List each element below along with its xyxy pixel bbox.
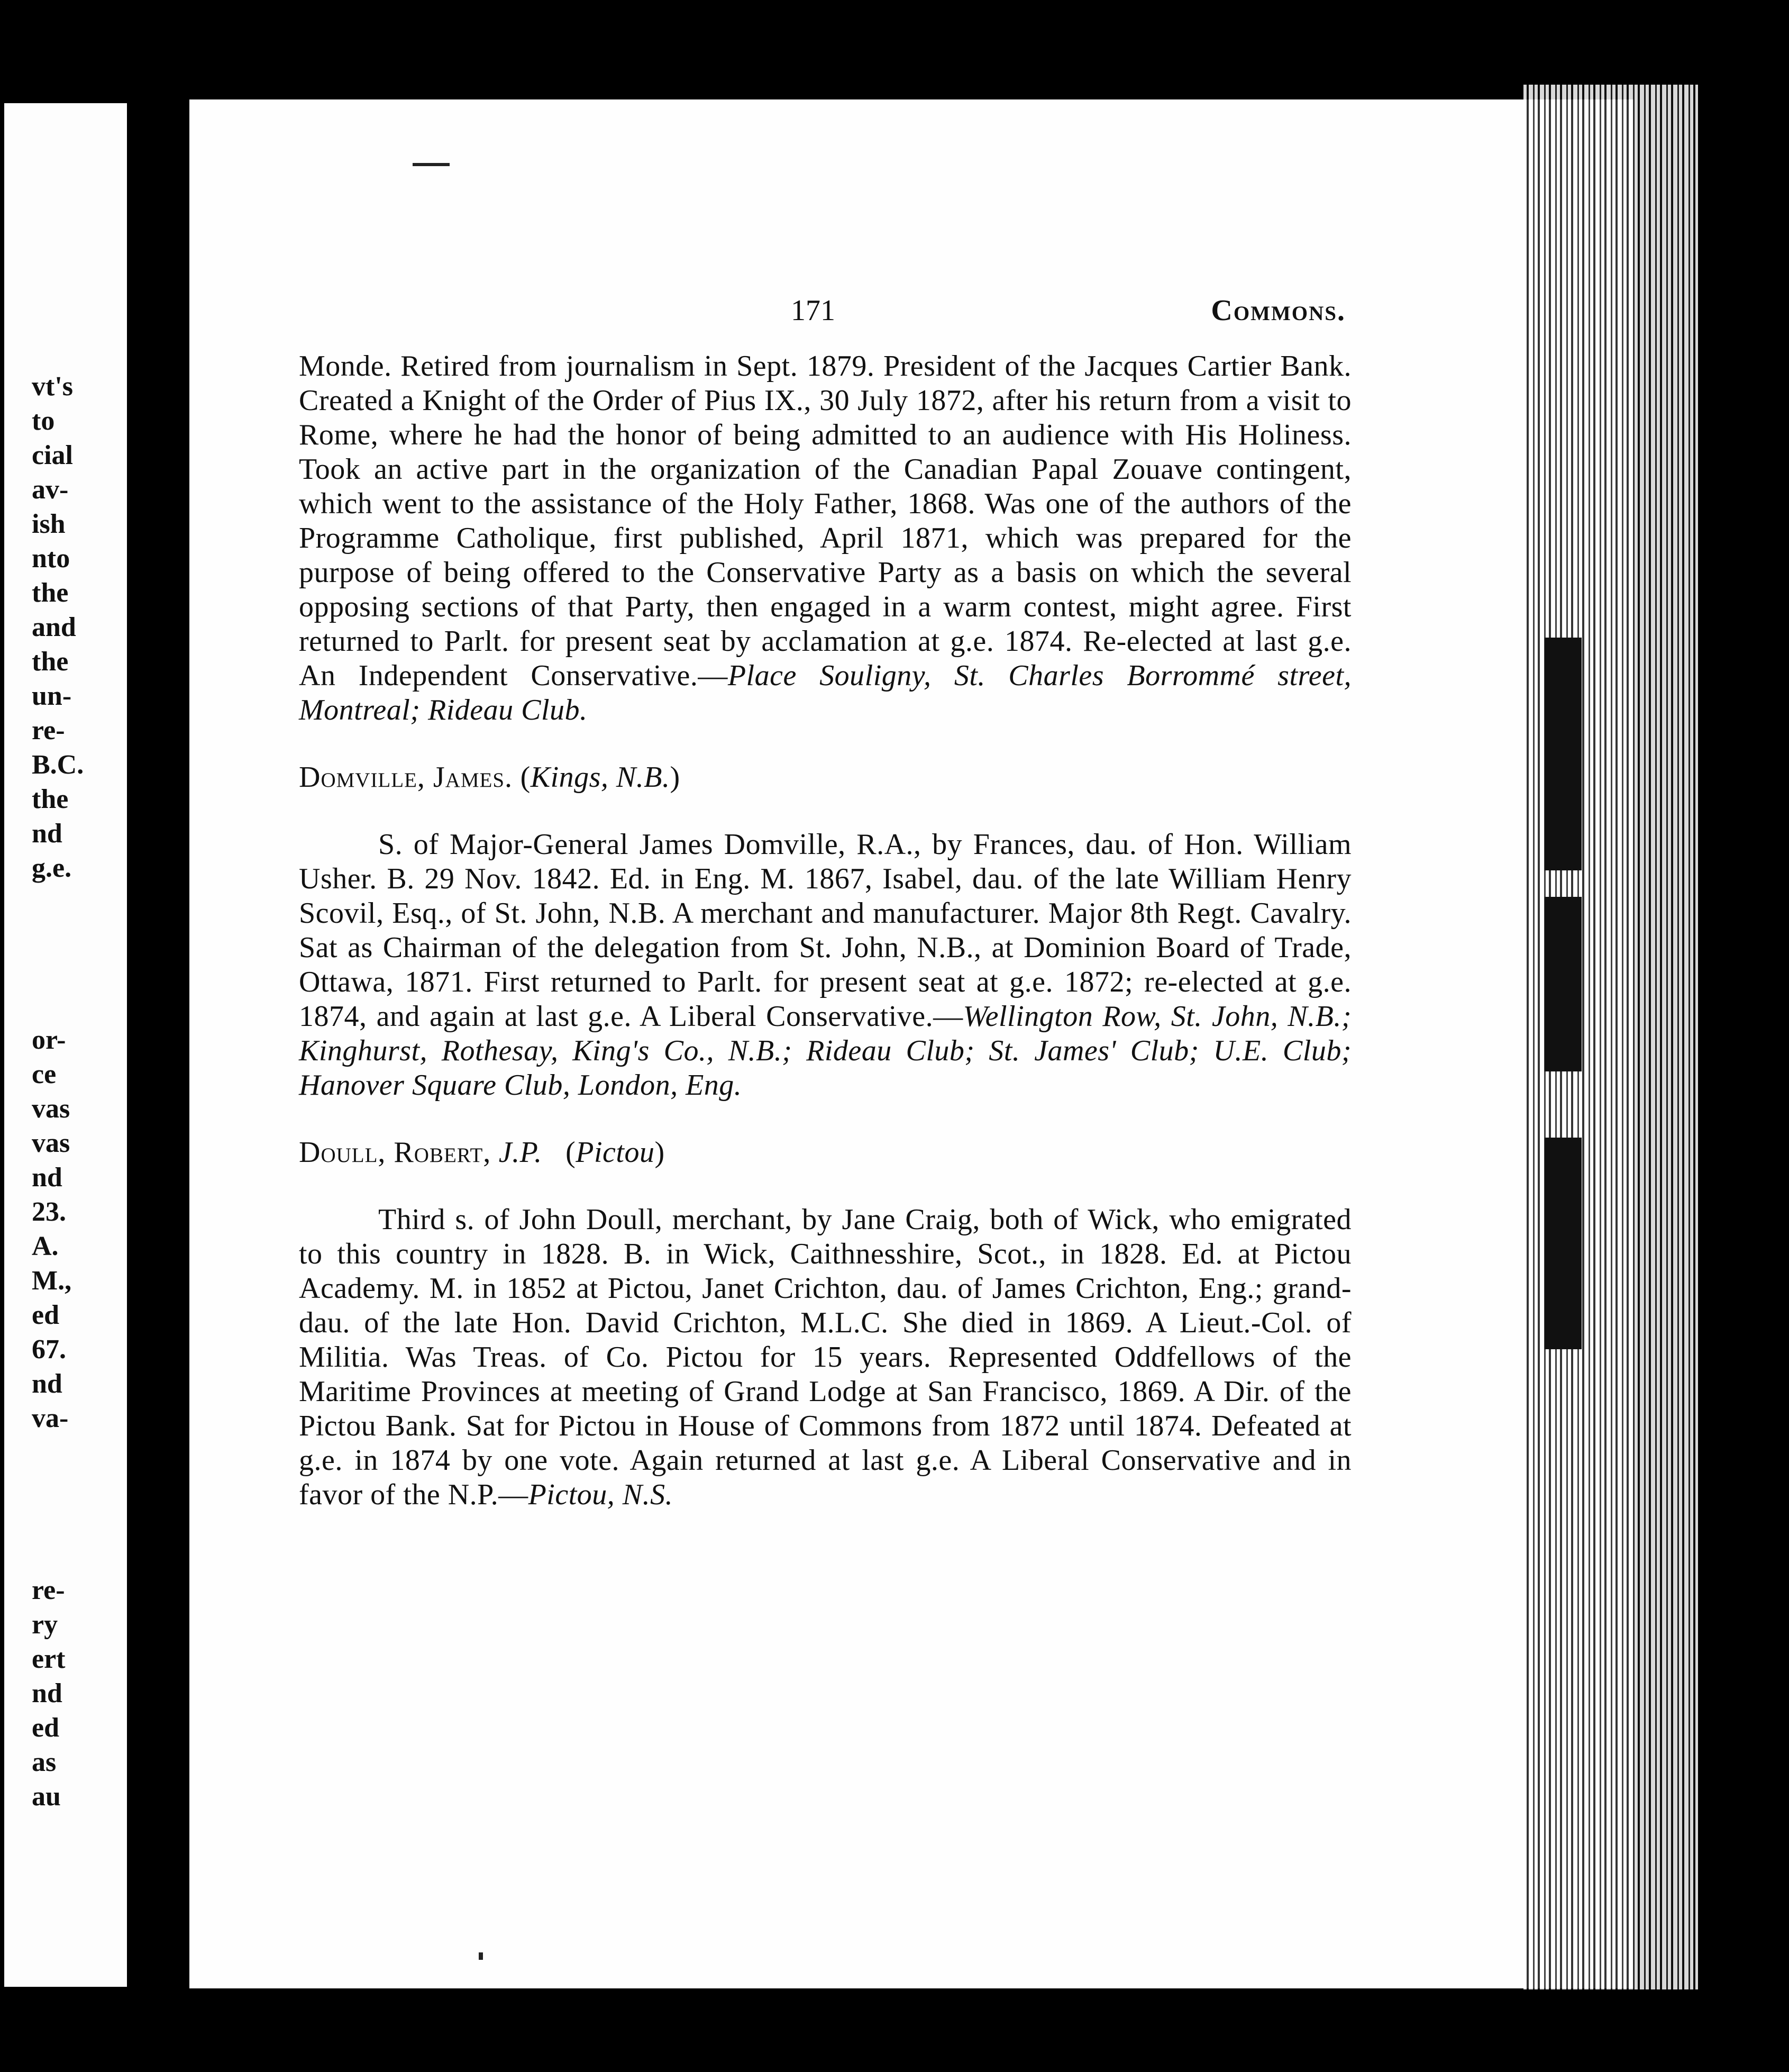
edge-mark	[1545, 638, 1582, 870]
left-fragment-line: M.,	[32, 1266, 72, 1296]
member-name: Domville, James.	[299, 761, 513, 794]
running-head: Commons.	[1211, 294, 1346, 327]
left-fragment-line: ry	[32, 1610, 58, 1640]
entry-body: Third s. of John Doull, merchant, by Jane Craig, both of Wick, who emigrated to this country in 1828. B. in Wick, Caithnesshire, Scot., in 1828. Ed. at Pictou Academy. M. in 1852 at Pictou, Janet Crichton, dau. of James Crichton, Eng.; grand-dau. of the late Hon. David Crichton, M.L.C. She died in 1869. A Lieut.-Col. of Militia. Was Treas. of Co. Pictou for 15 years. Represented Oddfellows of the Maritime Provinces at meeting of Grand Lodge at San Francisco, 1869. A Dir. of the Pictou Bank. Sat for Pictou in House of Commons from 1872 until 1874. Defeated at g.e. in 1874 by one vote. Again returned at last g.e. A Liberal Conservative and in favor of the N.P.—	[299, 1203, 1352, 1511]
left-fragment-line: nd	[32, 1678, 62, 1709]
left-fragment-line: and	[32, 612, 76, 642]
riding-name: Kings, N.B.	[530, 761, 670, 794]
left-fragment-line: ed	[32, 1713, 59, 1743]
entry-text	[299, 349, 1352, 728]
entry-heading: Domville, James. (Kings, N.B.)	[299, 761, 680, 794]
left-fragment-line: 67.	[32, 1334, 66, 1365]
entry-address: Place Souligny, St. Charles Borrommé street, Montreal; Rideau Club.	[299, 659, 1352, 726]
ink-mark	[413, 163, 450, 166]
left-fragment-line: ish	[32, 509, 66, 539]
entry-text	[299, 1203, 1352, 1512]
left-fragment-line: g.e.	[32, 853, 72, 883]
left-fragment-line: av-	[32, 475, 69, 505]
member-title: J.P.	[498, 1136, 542, 1169]
left-fragment-line: to	[32, 406, 55, 436]
left-fragment-line: nd	[32, 819, 62, 849]
left-fragment-line: vt's	[32, 371, 73, 402]
entry-continuation	[299, 349, 1352, 728]
left-fragment-line: cial	[32, 440, 73, 470]
page-number: 171	[791, 294, 835, 327]
left-fragment-line: 23.	[32, 1197, 66, 1227]
entry-address: Wellington Row, St. John, N.B.; Kinghurst, Rothesay, King's Co., N.B.; Rideau Club; St. James' Club; U.E. Club; Hanover Square Club, London, Eng.	[299, 1000, 1352, 1102]
left-fragment-line: the	[32, 784, 69, 814]
left-fragment-line: ce	[32, 1059, 57, 1089]
entry-body: S. of Major-General James Domville, R.A., by Frances, dau. of Hon. William Usher. B. 29 Nov. 1842. Ed. in Eng. M. 1867, Isabel, dau. of the late William Henry Scovil, Esq., of St. John, N.B. A merchant and manufacturer. Major 8th Regt. Cavalry. Sat as Chairman of the delegation from St. John, N.B., at Dominion Board of Trade, Ottawa, 1871. First returned to Parlt. for present seat at g.e. 1872; re-elected at g.e. 1874, and again at last g.e. A Liberal Conservative.—	[299, 828, 1352, 1033]
left-fragment-line: ert	[32, 1644, 66, 1674]
left-fragment-line: or-	[32, 1025, 66, 1055]
left-fragment-line: un-	[32, 681, 72, 711]
entry-body: Monde. Retired from journalism in Sept. 1879. President of the Jacques Cartier Bank. Created a Knight of the Order of Pius IX., 30 July 1872, after his return from a visit to Rome, where he had the honor of being admitted to an audience with His Holiness. Took an active part in the organization of the Canadian Papal Zouave contingent, which went to the assistance of the Holy Father, 1868. Was one of the authors of the Programme Catholique, first published, April 1871, which was prepared for the purpose of being offered to the Conservative Party as a basis on which the several opposing sections of that Party, then engaged in a warm contest, might agree. First returned to Parlt. for present seat by acclamation at g.e. 1874. Re-elected at last g.e. An Independent Conservative.—	[299, 350, 1352, 692]
left-fragment-line: vas	[32, 1094, 70, 1124]
left-fragment-line: au	[32, 1782, 61, 1812]
left-fragment-line: the	[32, 578, 69, 608]
left-fragment-line: A.	[32, 1231, 59, 1261]
riding-name: Pictou	[576, 1136, 655, 1169]
left-fragment-line: nd	[32, 1162, 62, 1193]
edge-mark	[1545, 897, 1582, 1071]
left-fragment-line: B.C.	[32, 750, 84, 780]
left-fragment-line: nto	[32, 543, 70, 574]
entry-address: Pictou, N.S.	[528, 1478, 673, 1511]
edge-mark	[1545, 1138, 1582, 1349]
left-fragment-line: re-	[32, 715, 65, 746]
left-fragment-line: va-	[32, 1403, 69, 1433]
left-fragment-line: re-	[32, 1575, 65, 1605]
entry-heading: Doull, Robert, J.P. (Pictou)	[299, 1136, 665, 1169]
entry-text	[299, 828, 1352, 1103]
ink-mark	[479, 1952, 483, 1960]
left-fragment-line: ed	[32, 1300, 59, 1330]
left-fragment-line: as	[32, 1747, 57, 1777]
left-fragment-line: the	[32, 647, 69, 677]
entries-column	[299, 286, 1352, 1512]
left-fragment-line: nd	[32, 1369, 62, 1399]
left-fragment-line: vas	[32, 1128, 70, 1158]
member-name: Doull, Robert,	[299, 1136, 491, 1169]
